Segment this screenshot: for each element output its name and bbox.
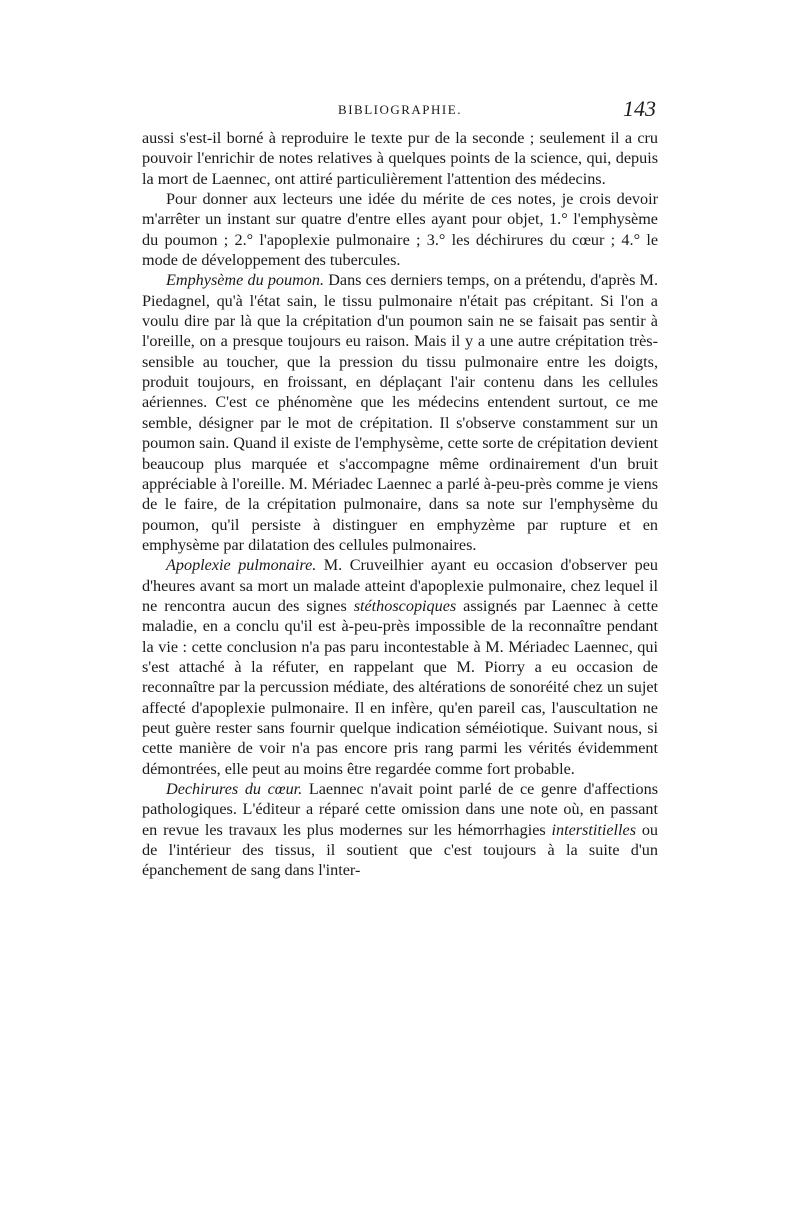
paragraph-text: aussi s'est-il borné à reproduire le texte pur de la seconde ; seulement il a cru pouvoir l'enrichir de notes relatives à quelques points de la science, qui, depuis la mort de Laennec, ont attiré particulièrement l'attention des médecins. <box>142 129 658 188</box>
paragraph <box>142 189 658 270</box>
running-head <box>142 96 658 126</box>
section-heading: Dechirures du cœur. <box>166 780 303 798</box>
body-text <box>142 128 658 881</box>
paragraph-text: assignés par Laennec à cette maladie, en a conclu qu'il est à-peu-près impossible de la reconnaître pendant la vie : cette conclusion n'a pas paru incontestable à M. Mériadec Laennec, qui s'est attaché à la réfuter, en rappelant que M. Piorry a eu occasion de reconnaître par la percussion médiate, des altérations de sonoréité chez un sujet affecté d'apoplexie pulmonaire. Il en infère, qu'en pareil cas, l'auscultation ne peut guère rester sans fournir quelque indication séméiotique. Suivant nous, si cette manière de voir n'a pas encore pris rang parmi les vérités évidemment démontrées, elle peut au moins être regardée comme fort probable. <box>142 596 658 778</box>
italic-term: interstitielles <box>551 820 637 839</box>
section-heading: Apoplexie pulmonaire. <box>166 556 317 575</box>
italic-term: stéthoscopiques <box>353 596 457 615</box>
paragraph-text: ou de l'intérieur des tissus, il soutient que c'est toujours à la suite d'un épanchement de sang dans l'inter- <box>142 820 658 880</box>
page-number: 143 <box>623 96 656 121</box>
book-page <box>142 96 658 1016</box>
paragraph-text: Pour donner aux lecteurs une idée du mérite de ces notes, je crois devoir m'arrêter un instant sur quatre d'entre elles ayant pour objet, 1.° l'emphysème du poumon ; 2.° l'apoplexie pulmonaire ; 3.° les déchirures du cœur ; 4.° le mode de développement des tubercules. <box>142 190 658 270</box>
running-title: BIBLIOGRAPHIE. <box>338 102 462 117</box>
paragraph-text: Laennec n'avait point parlé de ce genre d'affections pathologiques. L'éditeur a réparé cette omission dans une note où, en passant en revue les travaux les plus modernes sur les hémorrhagies <box>142 780 659 839</box>
paragraph-text: M. Cruveilhier ayant eu occasion d'observer peu d'heures avant sa mort un malade atteint d'apoplexie pulmonaire, chez lequel il ne rencontra aucun des signes <box>142 556 658 615</box>
paragraph-dechirures <box>142 779 658 881</box>
paragraph-emphyseme <box>142 270 658 555</box>
paragraph-text: Dans ces derniers temps, on a prétendu, d'après M. Piedagnel, qu'à l'état sain, le tissu pulmonaire n'était pas crépitant. Si l'on a voulu dire par là que la crépitation d'un poumon sain ne se faisait pas sentir à l'oreille, on a presque toujours eu raison. Mais il y a une autre crépitation très-sensible au toucher, que la pression du tissu pulmonaire entre les doigts, produit toujours, en froissant, en déplaçant l'air contenu dans les cellules aériennes. C'est ce phénomène que les médecins entendent surtout, ce me semble, désigner par le mot de crépitation. Il s'observe constamment sur un poumon sain. Quand il existe de l'emphysème, cette sorte de crépitation devient beaucoup plus marquée et s'accompagne même ordinairement d'un bruit appréciable à l'oreille. M. Mériadec Laennec a parlé à-peu-près comme je viens de le faire, de la crépitation pulmonaire, dans sa note sur l'emphysème du poumon, qu'il persiste à distinguer en emphyzème par rupture et en emphysème par dilatation des cellules pulmonaires. <box>142 271 658 554</box>
paragraph-apoplexie <box>142 555 658 779</box>
section-heading: Emphysème du poumon. <box>166 271 325 290</box>
paragraph <box>142 128 658 189</box>
